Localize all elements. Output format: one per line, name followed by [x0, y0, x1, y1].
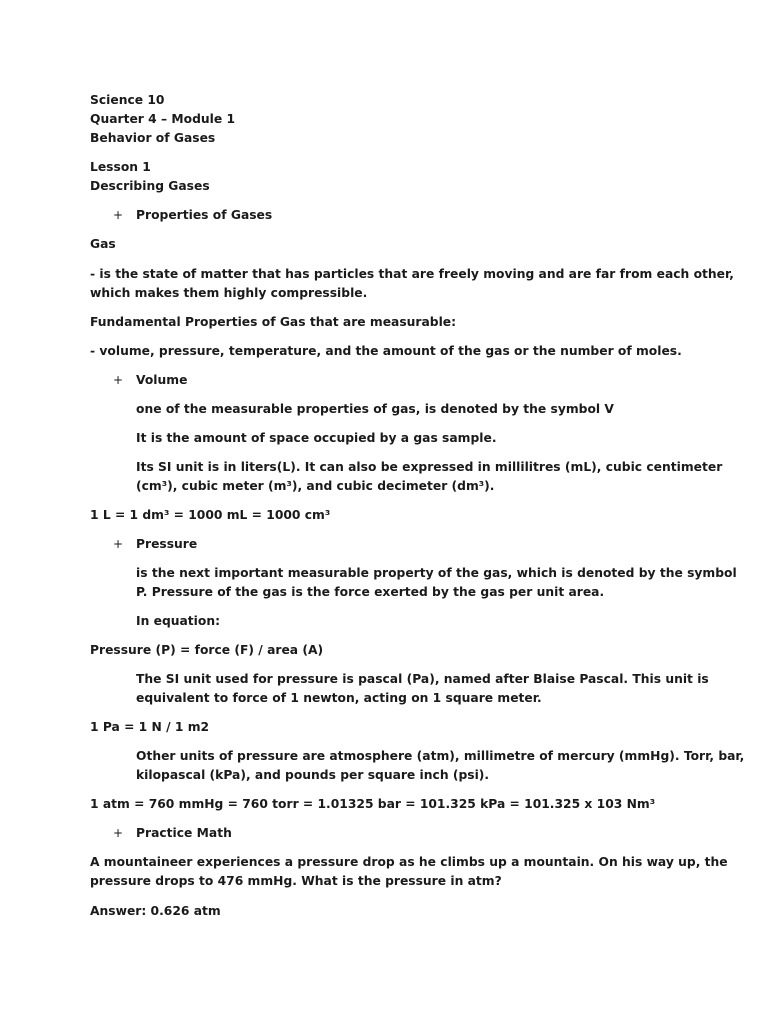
course-title: Science 10: [90, 93, 165, 107]
properties-heading: Properties of Gases: [136, 208, 273, 222]
lesson-title: Describing Gases: [90, 179, 210, 193]
gas-term: Gas: [90, 237, 116, 251]
pascal-equation: 1 Pa = 1 N / 1 m2: [90, 720, 210, 734]
fundamental-list: - volume, pressure, temperature, and the amount of the gas or the number of moles.: [90, 344, 682, 358]
volume-paragraph-3-line-2: (cm³), cubic meter (m³), and cubic decimeter (dm³).: [136, 479, 495, 493]
practice-heading: Practice Math: [136, 826, 232, 840]
pressure-paragraph-1-line-2: P. Pressure of the gas is the force exerted by the gas per unit area.: [136, 585, 605, 599]
module-label: Quarter 4 – Module 1: [90, 112, 236, 126]
gas-definition-line-2: which makes them highly compressible.: [90, 286, 368, 300]
pressure-paragraph-2-line-2: equivalent to force of 1 newton, acting on 1 square meter.: [136, 691, 542, 705]
fundamental-heading: Fundamental Properties of Gas that are measurable:: [90, 315, 457, 329]
plus-bullet-icon: +: [113, 826, 124, 840]
volume-paragraph-2: It is the amount of space occupied by a gas sample.: [136, 431, 497, 445]
pressure-paragraph-1-line-1: is the next important measurable property of the gas, which is denoted by the symbol: [136, 566, 737, 580]
gas-definition-line-1: - is the state of matter that has particles that are freely moving and are far from each other,: [90, 267, 734, 281]
problem-line-2: pressure drops to 476 mmHg. What is the pressure in atm?: [90, 874, 502, 888]
module-title: Behavior of Gases: [90, 131, 216, 145]
pressure-paragraph-3-line-2: kilopascal (kPa), and pounds per square inch (psi).: [136, 768, 490, 782]
volume-paragraph-3-line-1: Its SI unit is in liters(L). It can also be expressed in millilitres (mL), cubic centimeter: [136, 460, 723, 474]
plus-bullet-icon: +: [113, 373, 124, 387]
atm-equation: 1 atm = 760 mmHg = 760 torr = 1.01325 bar = 101.325 kPa = 101.325 x 103 Nm³: [90, 797, 656, 811]
plus-bullet-icon: +: [113, 208, 124, 222]
pressure-paragraph-2-line-1: The SI unit used for pressure is pascal (Pa), named after Blaise Pascal. This unit is: [136, 672, 709, 686]
problem-line-1: A mountaineer experiences a pressure drop as he climbs up a mountain. On his way up, the: [90, 855, 728, 869]
plus-bullet-icon: +: [113, 537, 124, 551]
answer-text: Answer: 0.626 atm: [90, 904, 221, 918]
pressure-heading: Pressure: [136, 537, 198, 551]
pressure-formula: Pressure (P) = force (F) / area (A): [90, 643, 324, 657]
pressure-paragraph-3-line-1: Other units of pressure are atmosphere (atm), millimetre of mercury (mmHg). Torr, bar,: [136, 749, 745, 763]
volume-heading: Volume: [136, 373, 188, 387]
volume-paragraph-1: one of the measurable properties of gas, is denoted by the symbol V: [136, 402, 614, 416]
lesson-number: Lesson 1: [90, 160, 151, 174]
volume-equation: 1 L = 1 dm³ = 1000 mL = 1000 cm³: [90, 508, 331, 522]
in-equation-label: In equation:: [136, 614, 221, 628]
